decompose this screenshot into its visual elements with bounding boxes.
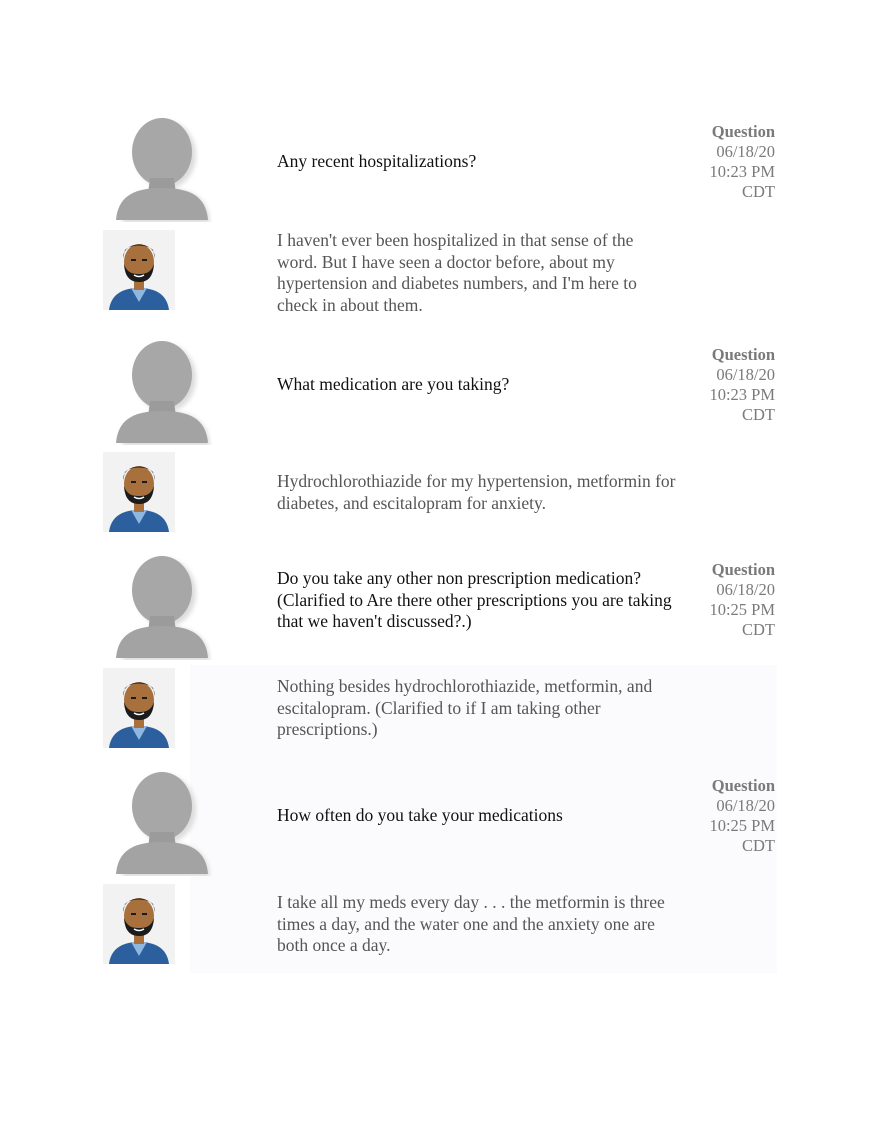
- answer-entry: [100, 230, 780, 320]
- question-label: Question: [711, 560, 775, 579]
- answer-text: I haven't ever been hospitalized in that sense of the word. But I have seen a doctor before, about my hypertension and diabetes numbers, and I'm here to check in about them.: [277, 230, 637, 315]
- patient-avatar-icon: [103, 230, 175, 310]
- message-date: 06/18/20: [716, 796, 775, 815]
- answer-text: Hydrochlorothiazide for my hypertension, metformin for diabetes, and escitalopram for anxiety.: [277, 471, 676, 513]
- message-meta: [675, 345, 775, 425]
- message-date: 06/18/20: [716, 142, 775, 161]
- question-entry: [100, 333, 780, 445]
- message-time: 10:23 PM: [709, 385, 775, 404]
- message-date: 06/18/20: [716, 580, 775, 599]
- generic-user-silhouette-icon: [112, 110, 212, 222]
- answer-entry: [100, 668, 780, 748]
- message-timezone: CDT: [742, 405, 775, 424]
- message-timezone: CDT: [742, 836, 775, 855]
- question-entry: [100, 764, 780, 876]
- answer-text: Nothing besides hydrochlorothiazide, metformin, and escitalopram. (Clarified to if I am taking other prescriptions.): [277, 676, 653, 739]
- question-label: Question: [711, 122, 775, 141]
- message-time: 10:25 PM: [709, 816, 775, 835]
- message-meta: [675, 776, 775, 856]
- answer-text: I take all my meds every day . . . the metformin is three times a day, and the water one and the anxiety one are both once a day.: [277, 892, 665, 955]
- generic-user-silhouette-icon: [112, 764, 212, 876]
- message-time: 10:25 PM: [709, 600, 775, 619]
- question-entry: [100, 110, 780, 222]
- message-time: 10:23 PM: [709, 162, 775, 181]
- patient-avatar-icon: [103, 668, 175, 748]
- message-date: 06/18/20: [716, 365, 775, 384]
- question-label: Question: [711, 776, 775, 795]
- question-entry: [100, 548, 780, 660]
- question-text: What medication are you taking?: [277, 374, 510, 394]
- generic-user-silhouette-icon: [112, 333, 212, 445]
- question-text: How often do you take your medications: [277, 805, 563, 825]
- answer-entry: [100, 884, 780, 964]
- patient-avatar-icon: [103, 884, 175, 964]
- question-text: Do you take any other non prescription medication? (Clarified to Are there other prescriptions you are taking that we haven't discussed?.): [277, 568, 672, 631]
- message-timezone: CDT: [742, 182, 775, 201]
- generic-user-silhouette-icon: [112, 548, 212, 660]
- answer-entry: [100, 452, 780, 532]
- message-meta: [675, 122, 775, 202]
- message-meta: [675, 560, 775, 640]
- message-timezone: CDT: [742, 620, 775, 639]
- question-text: Any recent hospitalizations?: [277, 151, 477, 171]
- question-label: Question: [711, 345, 775, 364]
- patient-avatar-icon: [103, 452, 175, 532]
